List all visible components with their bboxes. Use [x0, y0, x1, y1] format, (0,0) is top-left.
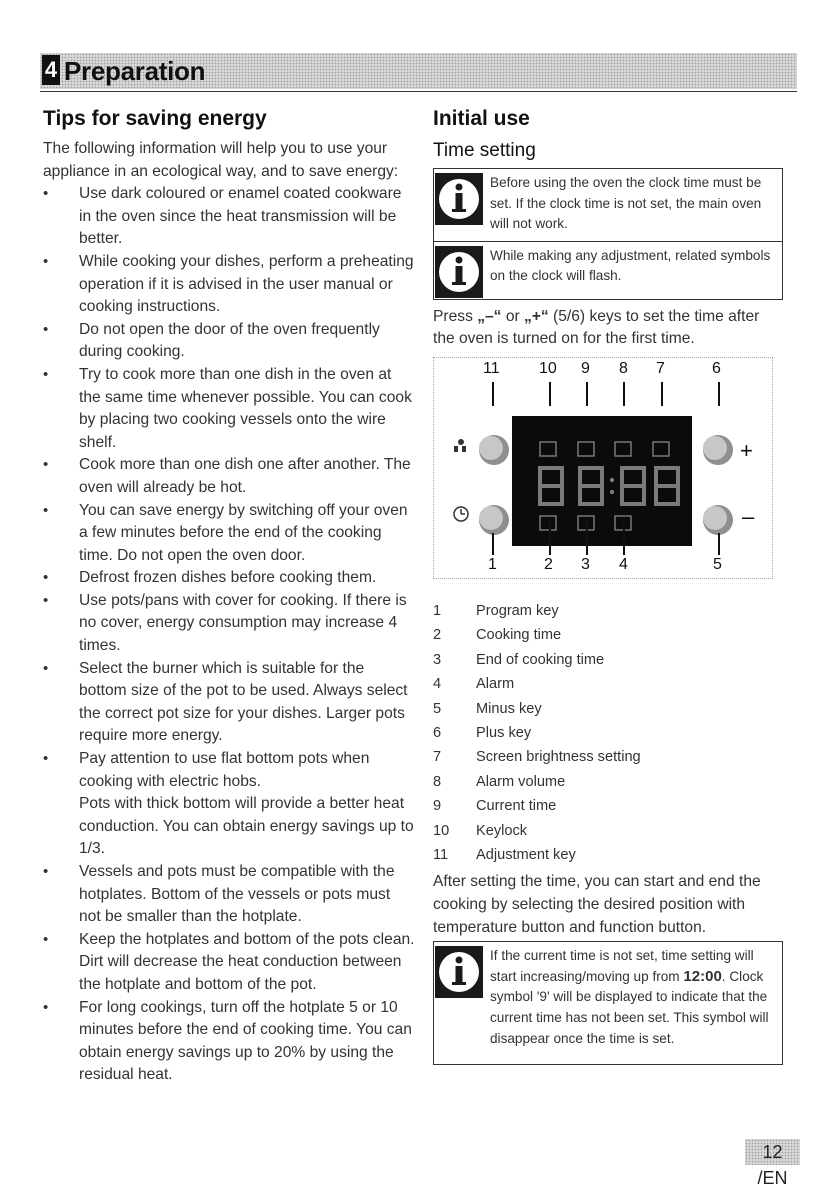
legend-label: Current time: [476, 798, 557, 815]
section-title: Preparation: [64, 56, 206, 86]
tip-text: While cooking your dishes, perform a preheating operation if it is advised in the user manual or cooking instructions.: [79, 252, 414, 316]
info-icon: [435, 173, 483, 225]
section-number: 4: [42, 55, 60, 85]
keypad-label-5: 5: [713, 555, 722, 573]
plus-key: +: [740, 437, 753, 463]
tip-item: [43, 929, 415, 997]
note-text: If the current time is not set, time setting will start increasing/moving up from: [490, 948, 754, 984]
right-column: [433, 104, 783, 1065]
legend-number: 3: [433, 651, 442, 668]
legend-item: [433, 819, 783, 843]
press-instruction: [433, 306, 783, 351]
section-header: [40, 53, 797, 89]
plus-key-symbol: „+“: [524, 307, 549, 325]
tip-text: Use pots/pans with cover for cooking. If there is no cover, energy consumption may increase 4 times.: [79, 591, 407, 655]
info-icon: [435, 246, 483, 298]
legend-number: 5: [433, 700, 442, 717]
tip-item: [43, 567, 415, 590]
note-text-cont: . Clock symbol '9' will be displayed to indicate that the current time has not been set. This symbol will disappear once the time is set.: [490, 968, 769, 1046]
leader-line: [623, 518, 625, 555]
legend-number: 6: [433, 725, 442, 741]
tips-heading: Tips for saving energy: [43, 107, 267, 130]
tip-item: [43, 861, 415, 929]
tip-text: Keep the hotplates and bottom of the pots clean. Dirt will decrease the heat conduction between the hotplate and bottom of the pot.: [79, 930, 415, 993]
legend-label: Screen brightness setting: [476, 749, 641, 766]
legend-item: [433, 599, 783, 623]
minus-key-symbol: „–“: [477, 307, 502, 325]
legend-label: End of cooking time: [476, 651, 605, 668]
info-note-current-time: [433, 941, 783, 1065]
legend-number: 9: [433, 798, 442, 815]
legend-label: Minus key: [476, 700, 542, 717]
after-setting-text: After setting the time, you can start and end the cooking by selecting the desired position with temperature button and function button.: [433, 873, 761, 936]
tip-item: [43, 251, 415, 319]
keypad-label-1: 1: [488, 555, 497, 573]
info-note-clock: [433, 168, 783, 242]
tip-text: Vessels and pots must be compatible with the hotplates. Bottom of the vessels or pots must not be smaller than the hotplate.: [79, 863, 395, 926]
info-icon: [435, 946, 483, 998]
press-or-text: or: [501, 307, 525, 325]
left-column: [43, 104, 415, 1087]
tip-item: [43, 997, 415, 1087]
keypad-label-7: 7: [656, 359, 665, 377]
clock-keypad-diagram: [433, 357, 773, 579]
keypad-label-8: 8: [619, 359, 628, 377]
leader-line: [718, 533, 720, 555]
tip-text: Do not open the door of the oven frequently during cooking.: [79, 320, 380, 361]
note-time-bold: 12:00: [683, 967, 722, 985]
info-note-flash: [433, 242, 783, 300]
legend-item: [433, 697, 783, 721]
legend-label: Adjustment key: [476, 847, 576, 864]
legend-number: 10: [433, 822, 450, 839]
tip-text: Select the burner which is suitable for the bottom size of the pot to be used. Always select the correct pot size for your dishes. Larger pots require more energy.: [79, 659, 408, 745]
tip-item: [43, 319, 415, 364]
legend-label: Keylock: [476, 822, 528, 839]
keypad-legend: [433, 599, 783, 867]
page-number: 12 /EN: [745, 1139, 800, 1165]
keypad-label-4: 4: [619, 555, 628, 573]
tip-item: [43, 454, 415, 499]
tip-text: Use dark coloured or enamel coated cookware in the oven since the heat transmission will be better.: [79, 185, 402, 248]
tip-text: Cook more than one dish one after another. The oven will already be hot.: [79, 456, 411, 496]
legend-item: [433, 794, 783, 818]
tip-text: Try to cook more than one dish in the oven at the same time whenever possible. You can cook by placing two cooking vessels onto the wire shelf.: [79, 365, 412, 451]
keypad-label-10: 10: [539, 359, 557, 377]
tip-item: [43, 183, 415, 251]
tip-item: [43, 658, 415, 748]
legend-number: 11: [433, 847, 449, 864]
legend-item: [433, 745, 783, 769]
tip-item: [43, 500, 415, 568]
keypad-label-6: 6: [712, 359, 721, 377]
note-text: Before using the oven the clock time must be set. If the clock time is not set, the main oven will not work.: [490, 175, 762, 232]
keypad-label-9: 9: [581, 359, 590, 377]
legend-label: Alarm: [476, 676, 515, 693]
keypad-label-2: 2: [544, 555, 553, 573]
tip-item: [43, 364, 415, 454]
tip-text: You can save energy by switching off your oven a few minutes before the end of the cooking time. Do not open the oven door.: [79, 501, 408, 564]
legend-item: [433, 721, 783, 745]
legend-number: 1: [433, 602, 442, 619]
press-after-text: (5/6) keys to set the time after the oven is turned on for the first time.: [433, 307, 760, 348]
tip-text: Defrost frozen dishes before cooking them.: [79, 569, 377, 587]
leader-line: [492, 533, 494, 555]
tip-extra-text: Pots with thick bottom will provide a better heat conduction. You can obtain energy savings up to 1/3.: [79, 795, 414, 858]
legend-label: Program key: [476, 602, 559, 619]
tips-list: [43, 183, 415, 1087]
legend-item: [433, 770, 783, 794]
leader-line: [549, 518, 551, 555]
press-text: Press: [433, 307, 478, 325]
time-setting-heading: Time setting: [433, 140, 536, 161]
note-text: While making any adjustment, related symbols on the clock will flash.: [490, 247, 771, 284]
keypad-label-11: 11: [483, 359, 500, 377]
legend-item: [433, 623, 783, 647]
legend-number: 4: [433, 676, 442, 693]
leader-line: [586, 518, 588, 555]
header-rule: [40, 91, 797, 92]
legend-number: 8: [433, 773, 442, 790]
legend-number: 7: [433, 749, 442, 766]
tip-text: For long cookings, turn off the hotplate 5 or 10 minutes before the end of cooking time. You can obtain energy savings up to 20% by using the residual heat.: [79, 998, 412, 1084]
legend-label: Plus key: [476, 725, 532, 741]
legend-item: [433, 648, 783, 672]
tip-item: [43, 748, 415, 861]
tip-item: [43, 590, 415, 658]
legend-item: [433, 843, 783, 867]
minus-key: –: [742, 503, 755, 529]
initial-use-heading: Initial use: [433, 107, 530, 130]
legend-label: Alarm volume: [476, 773, 566, 790]
keypad-panel: [434, 398, 772, 548]
tip-text: Pay attention to use flat bottom pots when cooking with electric hobs.: [79, 750, 370, 790]
legend-number: 2: [433, 627, 442, 644]
keypad-label-3: 3: [581, 555, 590, 573]
tips-intro: The following information will help you to use your appliance in an ecological way, and to save energy:: [43, 140, 399, 180]
legend-item: [433, 672, 783, 696]
legend-label: Cooking time: [476, 627, 562, 644]
